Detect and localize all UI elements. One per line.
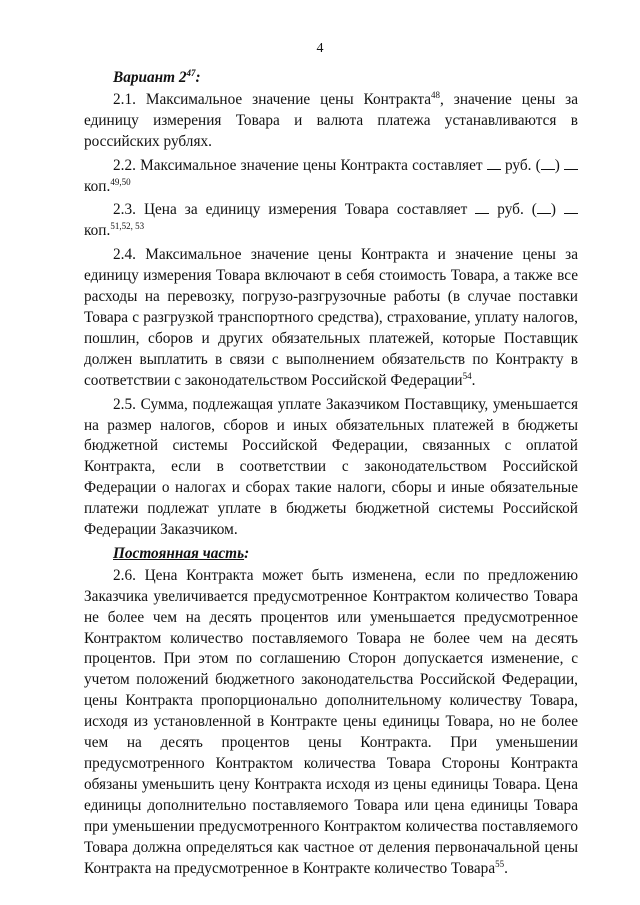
clause-2-3-close: ) bbox=[550, 201, 556, 219]
footnote-ref-49-50: 49,50 bbox=[110, 176, 131, 187]
permanent-part-heading bbox=[84, 544, 578, 565]
footnote-ref-51-53: 51,52, 53 bbox=[110, 221, 145, 232]
clause-2-6 bbox=[84, 566, 578, 880]
rub-blank bbox=[475, 213, 489, 214]
clause-2-2-rub: руб. ( bbox=[504, 156, 541, 174]
clause-2-5 bbox=[84, 395, 578, 541]
clause-2-2-kop: коп. bbox=[84, 177, 111, 195]
footnote-ref-47: 47 bbox=[186, 68, 196, 78]
clause-2-2-close: ) bbox=[554, 156, 560, 174]
footnote-ref-54: 54 bbox=[462, 370, 472, 381]
clause-2-1-text: 2.1. Максимальное значение цены Контракта bbox=[113, 90, 432, 108]
variant-heading bbox=[84, 68, 578, 89]
clause-2-1-rest: , значение цены за единицу измерения Товара и валюта платежа устанавливаются в российских рублях. bbox=[84, 90, 579, 150]
kop-blank bbox=[564, 213, 578, 214]
clause-2-1 bbox=[84, 90, 578, 153]
clause-2-2 bbox=[84, 156, 578, 198]
clause-2-3-rub: руб. ( bbox=[497, 201, 537, 219]
variant-title: Вариант 2 bbox=[113, 69, 187, 86]
clause-2-6-end: . bbox=[504, 859, 508, 877]
document-body bbox=[84, 68, 578, 879]
footnote-ref-48: 48 bbox=[431, 89, 441, 100]
rub-blank bbox=[487, 169, 501, 170]
clause-2-4-text: 2.4. Максимальное значение цены Контракта и значение цены за единицу измерения Товара включают в себя стоимость Товара, а также все расходы на перевозку, погрузо-разгрузочные работы (в случае поставки Товара с разгрузкой транспортного средства), страхование, уплату налогов, пошлин, сборов и других обязательных платежей, которые Поставщик должен выплатить в связи с выполнением обязательств по Контракту в соответствии с законодательством Российской Федерации bbox=[84, 246, 578, 389]
kop-blank bbox=[564, 169, 578, 170]
permanent-part-colon: : bbox=[244, 544, 250, 562]
page-number: 4 bbox=[316, 41, 324, 56]
variant-colon: : bbox=[195, 69, 201, 86]
rub-words-blank bbox=[537, 213, 551, 214]
clause-2-2-text: 2.2. Максимальное значение цены Контракта составляет bbox=[113, 156, 483, 174]
rub-words-blank bbox=[541, 169, 555, 170]
clause-2-6-text: 2.6. Цена Контракта может быть изменена, если по предложению Заказчика увеличивается предусмотренное Контрактом количество Товара не более чем на десять процентов или уменьшается предусмотренное Контрактом количество поставляемого Товара не более чем на десять процентов. При этом по соглашению Сторон допускается изменение, с учетом положений бюджетного законодательства Российской Федерации, цены Контракта пропорционально дополнительному количеству Товара, исходя из установленной в Контракте цены единицы Товара, но не более чем на десять процентов цены Контракта. При уменьшении предусмотренного Контрактом количества Товара Стороны Контракта обязаны уменьшить цену Контракта исходя из цены единицы Товара. Цена единицы дополнительно поставляемого Товара или цена единицы Товара при уменьшении предусмотренного Контрактом количества поставляемого Товара должна определяться как частное от деления первоначальной цены Контракта на предусмотренное в Контракте количество Товара bbox=[84, 566, 578, 877]
clause-2-3 bbox=[84, 200, 578, 242]
clause-2-4 bbox=[84, 245, 578, 391]
permanent-part-title: Постоянная часть bbox=[113, 544, 245, 562]
clause-2-3-text: 2.3. Цена за единицу измерения Товара составляет bbox=[113, 201, 468, 219]
clause-2-4-end: . bbox=[471, 371, 476, 389]
clause-2-3-kop: коп. bbox=[84, 222, 111, 240]
footnote-ref-55: 55 bbox=[495, 858, 505, 869]
clause-2-5-text: 2.5. Сумма, подлежащая уплате Заказчиком Поставщику, уменьшается на размер налогов, сборов и иных обязательных платежей в бюджеты бюджетной системы Российской Федерации, связанных с оплатой Контракта, если в соответствии с законодательством Российской Федерации о налогах и сборах такие налоги, сборы и иные обязательные платежи подлежат уплате в бюджеты бюджетной системы Российской Федерации Заказчиком. bbox=[84, 395, 578, 539]
